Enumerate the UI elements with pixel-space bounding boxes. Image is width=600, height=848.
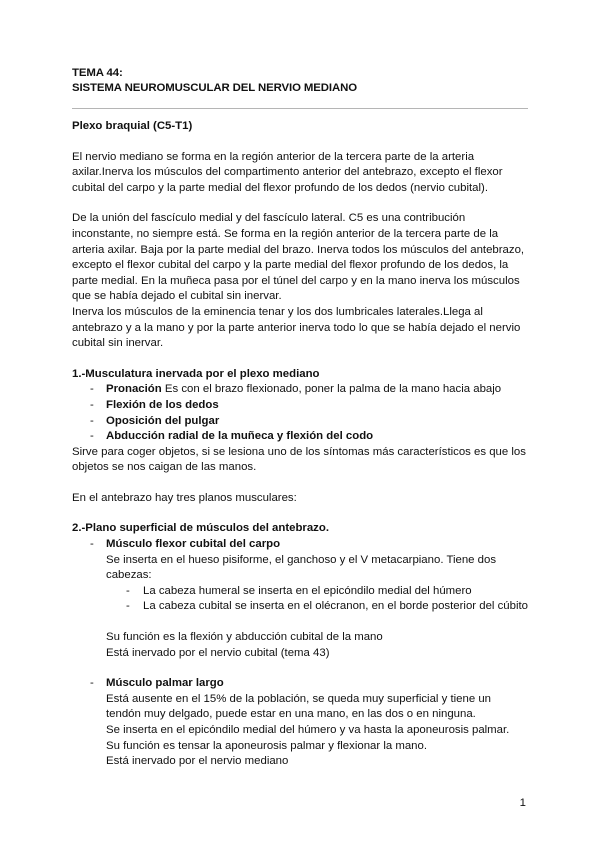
muscle-2-line: Está inervado por el nervio mediano	[106, 755, 289, 768]
planes-text: En el antebrazo hay tres planos musculares:	[72, 491, 297, 504]
section-1-heading: 1.-Musculatura inervada por el plexo mediano	[72, 367, 320, 380]
muscle-2-line: Está ausente en el 15% de la población, se queda muy superficial y tiene un tendón muy delgado, puede estar en una mano, en las dos o en ninguna.	[106, 692, 492, 721]
plexo-heading: Plexo braquial (C5-T1)	[72, 120, 193, 132]
muscle-2-line: Se inserta en el epicóndilo medial del húmero y va hasta la aponeurosis palmar.	[106, 724, 510, 736]
document-page	[72, 66, 528, 770]
muscle-1-nerve: Está inervado por el nervio cubital (tema 43)	[106, 646, 330, 659]
muscle-2-line: Su función es tensar la aponeurosis palmar y flexionar la mano.	[106, 739, 428, 752]
title-divider	[72, 108, 528, 109]
title-line-2: SISTEMA NEUROMUSCULAR DEL NERVIO MEDIANO	[72, 82, 358, 94]
list-item: - Flexión de los dedos	[72, 398, 528, 414]
section-1-note: Sirve para coger objetos, si se lesiona uno de los síntomas más característicos es que los objetos se nos caigan de las manos.	[72, 445, 526, 474]
heads-list	[72, 584, 528, 615]
muscle-1-name: Músculo flexor cubital del carpo	[106, 538, 281, 551]
muscle-list	[72, 537, 528, 584]
list-item: - Oposición del pulgar	[72, 414, 528, 430]
list-item: - La cabeza humeral se inserta en el epicóndilo medial del húmero	[72, 584, 528, 600]
list-item: - La cabeza cubital se inserta en el olécranon, en el borde posterior del cúbito	[72, 599, 528, 615]
page-number: 1	[519, 797, 526, 809]
paragraph-2: De la unión del fascículo medial y del fascículo lateral. C5 es una contribución inconstante, no siempre está. Se forma en la región anterior de la tercera parte de la arteria axilar. Baja por la parte medial del brazo. Inerva todos los músculos del antebrazo, excepto el flexor cubital del carpo y la parte medial del flexor profundo de los dedos, la parte medial. En la muñeca pasa por el túnel del carpo y en la mano inerva los músculos que se había dejado el cubital sin inervar.	[72, 212, 525, 303]
paragraph-3: Inerva los músculos de la eminencia tenar y los dos lumbricales laterales.Llega al antebrazo y a la mano y por la parte anterior inerva todo lo que se había dejado el nervio cubital sin inervar.	[72, 305, 521, 350]
list-item: - Pronación Es con el brazo flexionado, poner la palma de la mano hacia abajo	[72, 382, 528, 398]
muscle-item	[72, 676, 528, 770]
muscle-1-function: Su función es la flexión y abducción cubital de la mano	[106, 631, 383, 644]
paragraph-1: El nervio mediano se forma en la región anterior de la tercera parte de la arteria axilar.Inerva los músculos del compartimento anterior del antebrazo, excepto el flexor cubital del carpo y la parte medial del flexor profundo de los dedos (nervio cubital).	[72, 150, 503, 194]
muscle-list-2	[72, 676, 528, 770]
section-2-heading: 2.-Plano superficial de músculos del antebrazo.	[72, 522, 329, 535]
muscle-1-insertion: Se inserta en el hueso pisiforme, el ganchoso y el V metacarpiano. Tiene dos cabezas:	[106, 553, 497, 582]
list-item: - Abducción radial de la muñeca y flexión del codo	[72, 429, 528, 445]
title-line-1: TEMA 44:	[72, 67, 123, 79]
innervation-list	[72, 382, 528, 444]
muscle-item	[72, 537, 528, 584]
document-title	[72, 66, 528, 96]
muscle-2-name: Músculo palmar largo	[106, 677, 224, 690]
